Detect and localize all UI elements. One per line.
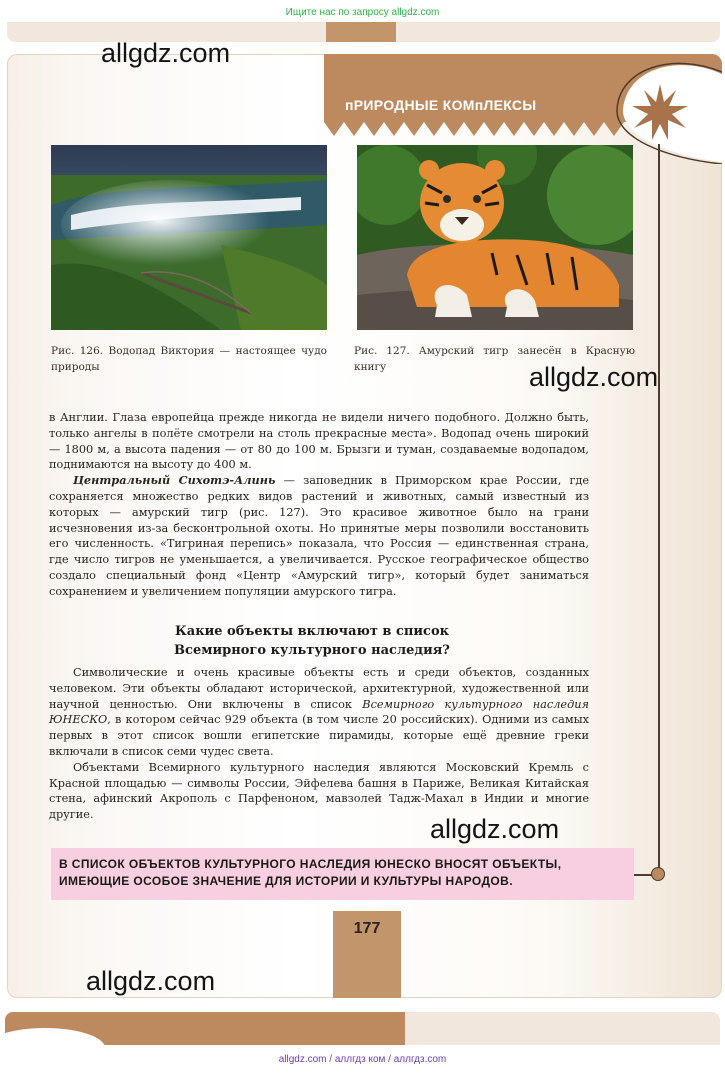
watermark-right-upper: allgdz.com [529,362,659,392]
header-zigzag-edge [324,122,624,138]
section-heading [157,622,467,660]
key-rule-text: В СПИСОК ОБЪЕКТОВ КУЛЬТУРНОГО НАСЛЕДИЯ ЮНЕСКО ВНОСЯТ ОБЪЕКТЫ, ИМЕЮЩИЕ ОСОБОЕ ЗНАЧЕНИЕ ДЛЯ ИСТОРИИ И КУЛЬТУРЫ НАРОДОВ. [59,857,562,888]
body-text-lower [49,665,589,823]
key-rule-box [51,848,634,900]
paragraph-victoria-falls: в Англии. Глаза европейца прежде никогда не видели ничего подобного. Должно быть, только ангелы в полёте смотрели на столь прекрасные места». Водопад очень широкий — 1800 м, а высота падения — от 80 до 100 м. Брызги и туман, создаваемые водопадом, поднимаются на высоту до 400 м. [49,411,589,472]
watermark-right-lower: allgdz.com [430,814,560,844]
body-text-upper [49,410,589,600]
page-number: 177 [353,920,381,937]
margin-rule-line [658,144,660,874]
compass-star-icon [632,84,688,140]
section-title: пРИРОДНЫЕ КОМпЛЕКСЫ [345,97,537,113]
previous-page-tab [326,22,396,42]
paragraph-heritage-examples: Объектами Всемирного культурного наследия являются Московский Кремль с Красной площадью — символы России, Эйфелева башня в Париже, Великая Китайская стена, афинский Акрополь с Парфеноном, мавзолей Тадж-Махал в Индии и многие другие. [49,760,589,822]
key-rule-dot-icon [651,867,665,881]
paragraph-unesco [49,665,589,760]
figure-caption-127: Рис. 127. Амурский тигр занесён в Красную книгу [354,345,635,373]
paragraph-unesco-text-a: Символические и очень красивые объекты есть и среди объектов, созданных человеком. Эти объекты обладают исторической, архитектурной, художественной или научной ценностью. Они включены в список [49,666,589,711]
paragraph-sikhote-alin-text: — заповедник в Приморском крае России, где сохраняется множество редких видов растений и животных, самый известный из которых — амурский тигр (рис. 127). Это красивое животное было на грани исчезновения из-за бесконтрольной охоты. Но принятые меры позволили восстановить его численность. «Тигриная перепись» показала, что Россия — единственная страна, где число тигров не уменьшается, а увеличивается. Русское географическое общество создало специальный фонд «Центр «Амурский тигр», который будет заниматься сохранением и увеличением популяции амурского тигра. [49,474,590,598]
paragraph-sikhote-alin [49,473,589,599]
term-unesco-list: Всемирного культурного наследия ЮНЕСКО [49,697,589,727]
section-heading-line-1: Какие объекты включают в список [174,624,450,639]
waterfall-photo [51,145,327,330]
section-heading-line-2: Всемирного культурного наследия? [174,643,450,658]
watermark-bottom-left: allgdz.com [86,966,216,996]
tiger-photo [357,145,633,330]
bottom-site-links[interactable]: allgdz.com / аллгдз ком / аллгдз.com [278,1054,447,1065]
paragraph-unesco-text-b: , в котором сейчас 929 объекта (в том числе 20 российских). Одними из самых первых в этот список вошли египетские пирамиды, которые ещё древние греки включали в список семи чудес света. [49,713,589,758]
next-page-edge [5,1012,720,1045]
top-search-hint[interactable]: Ищите нас по запросу allgdz.com [285,7,440,18]
term-sikhote-alin: Центральный Сихотэ-Алинь [73,473,276,488]
textbook-page [7,54,722,998]
figure-caption-126: Рис. 126. Водопад Виктория — настоящее чудо природы [51,345,327,373]
watermark-top-left: allgdz.com [101,38,231,68]
